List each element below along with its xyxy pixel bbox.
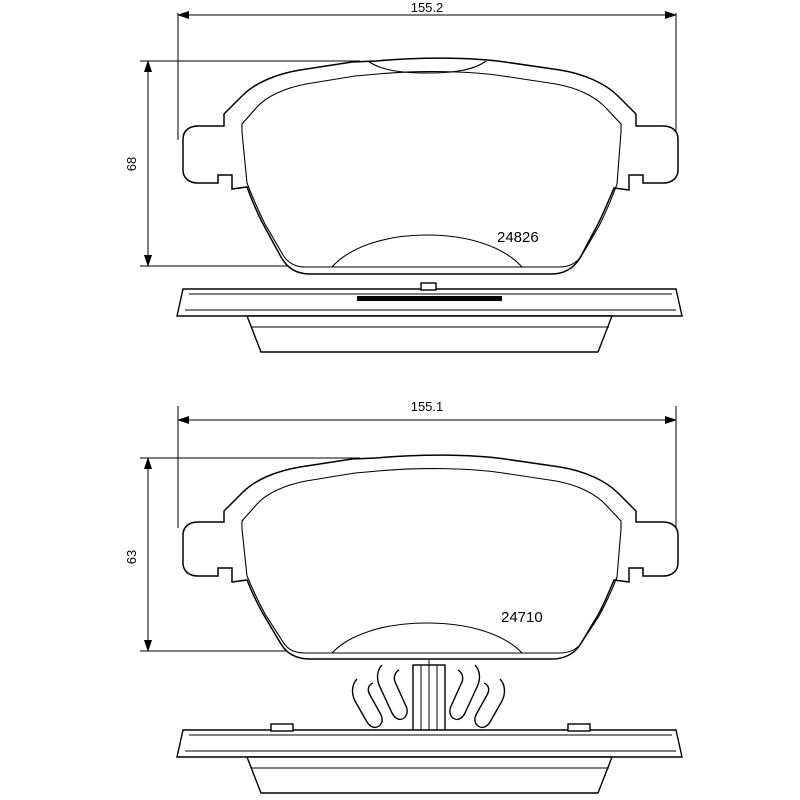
upper-friction-block — [247, 316, 612, 352]
lower-width-label: 155.1 — [410, 399, 444, 414]
lower-pad-outline — [183, 455, 678, 659]
lower-edge-view — [177, 724, 682, 793]
upper-pad-drawing — [124, 0, 682, 352]
lower-pad-drawing — [124, 399, 682, 793]
upper-pad-outline — [183, 58, 678, 274]
lower-plate-tab-left — [271, 724, 293, 731]
upper-edge-view — [177, 283, 682, 352]
lower-backing-plate — [177, 730, 682, 757]
upper-width-label: 155.2 — [410, 0, 444, 15]
upper-height-label: 68 — [124, 156, 139, 172]
lower-part-number: 24710 — [501, 609, 543, 626]
upper-friction-strip — [357, 296, 502, 301]
lower-height-label: 63 — [124, 549, 139, 565]
lower-friction-block — [247, 757, 612, 793]
lower-plate-tab-right — [568, 724, 590, 731]
upper-plate-center-tab — [421, 283, 436, 290]
upper-part-number: 24826 — [497, 229, 539, 246]
upper-backing-plate — [177, 289, 682, 316]
